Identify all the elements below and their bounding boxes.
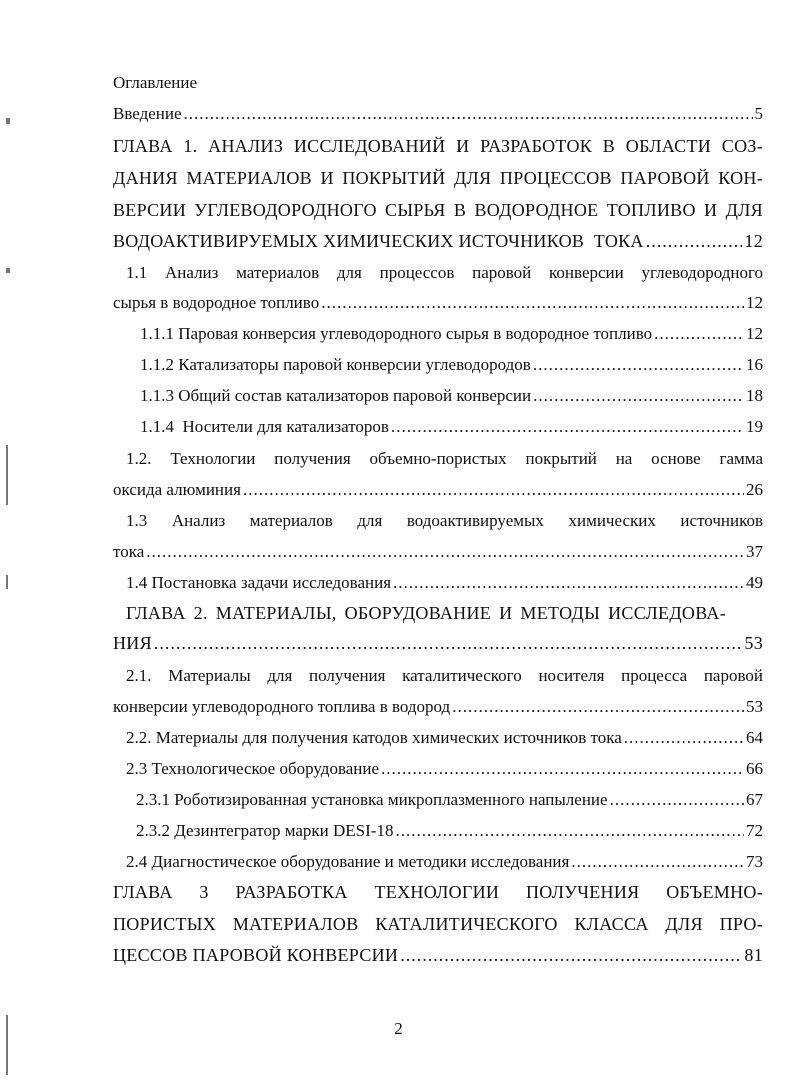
toc-page-number: 53: [746, 697, 763, 716]
toc-entry-title: 2.3 Технологическое оборудование: [126, 759, 380, 778]
toc-entry-title: 2.4 Диагностическое оборудование и методики исследования: [126, 852, 570, 871]
toc-entry-2-3-1: [136, 790, 763, 812]
toc-entry-chapter2: [113, 633, 763, 655]
toc-entry-2-3: [126, 759, 763, 781]
toc-entry-title: 2.3.2 Дезинтегратор марки DESI-18: [136, 821, 394, 840]
toc-page-number: 49: [746, 573, 763, 592]
toc-page-number: 66: [746, 759, 763, 778]
leader-dots: [610, 790, 744, 810]
toc-entry-1-1-4: [140, 417, 763, 439]
toc-entry-2-4: [126, 852, 763, 874]
toc-entry-1-1-3: [140, 386, 763, 408]
toc-entry-title: Введение: [113, 104, 182, 123]
leader-dots: [395, 821, 744, 841]
toc-page-number: 12: [746, 293, 763, 312]
toc-entry-2-1-line1: 2.1. Материалы для получения каталитического носителя процесса паровой: [126, 666, 763, 685]
toc-entry-1-2-line1: 1.2. Технологии получения объемно-пористых покрытий на основе гамма: [126, 449, 763, 468]
leader-dots: [184, 104, 753, 124]
toc-entry-1-1-1: [140, 324, 763, 346]
toc-entry-2-2: [126, 728, 763, 750]
toc-page-number: 53: [744, 633, 763, 653]
scan-margin-mark: [6, 445, 8, 505]
toc-entry-1-3: [113, 542, 763, 564]
toc-page-number: 72: [746, 821, 763, 840]
leader-dots: [243, 480, 744, 500]
toc-entry-title: конверсии углеводородного топлива в водород: [113, 697, 451, 716]
leader-dots: [654, 324, 744, 344]
scan-margin-mark: [6, 575, 8, 589]
toc-entry-title: тока: [113, 542, 145, 561]
leader-dots: [646, 231, 743, 251]
leader-dots: [391, 417, 744, 437]
toc-entry-intro: [113, 104, 763, 126]
toc-entry-title: НИЯ: [113, 633, 152, 653]
leader-dots: [393, 573, 744, 593]
leader-dots: [146, 542, 744, 562]
chapter1-title-line: ДАНИЯ МАТЕРИАЛОВ И ПОКРЫТИЙ ДЛЯ ПРОЦЕССОВ ПАРОВОЙ КОН-: [113, 168, 763, 188]
leader-dots: [381, 759, 744, 779]
toc-entry-title: 1.1.2 Катализаторы паровой конверсии углеводородов: [140, 355, 531, 374]
toc-page-number: 64: [746, 728, 763, 747]
toc-entry-title: ВОДОАКТИВИРУЕМЫХ ХИМИЧЕСКИХ ИСТОЧНИКОВ ТОКА: [113, 231, 644, 251]
toc-page-number: 73: [746, 852, 763, 871]
toc-page-number: 12: [746, 324, 763, 343]
toc-entry-1-3-line1: 1.3 Анализ материалов для водоактивируемых химических источников: [126, 511, 763, 530]
toc-entry-title: 1.1.3 Общий состав катализаторов паровой конверсии: [140, 386, 532, 405]
scan-margin-mark: [6, 118, 10, 124]
toc-entry-1-1-line1: 1.1 Анализ материалов для процессов паровой конверсии углеводородного: [126, 263, 763, 282]
toc-page-number: 37: [746, 542, 763, 561]
toc-entry-title: 2.2. Материалы для получения катодов химических источников тока: [126, 728, 622, 747]
toc-page-number: 26: [746, 480, 763, 499]
chapter1-title-line: ГЛАВА 1. АНАЛИЗ ИССЛЕДОВАНИЙ И РАЗРАБОТОК В ОБЛАСТИ СОЗ-: [113, 136, 763, 156]
toc-heading: Оглавление: [113, 73, 197, 92]
chapter3-title-line2: ПОРИСТЫХ МАТЕРИАЛОВ КАТАЛИТИЧЕСКОГО КЛАССА ДЛЯ ПРО-: [113, 914, 763, 934]
toc-entry-title: 1.1.1 Паровая конверсия углеводородного сырья в водородное топливо: [140, 324, 653, 343]
chapter3-title-line1: ГЛАВА 3 РАЗРАБОТКА ТЕХНОЛОГИИ ПОЛУЧЕНИЯ ОБЪЕМНО-: [113, 882, 763, 902]
leader-dots: [321, 293, 744, 313]
toc-entry-1-2: [113, 480, 763, 502]
toc-entry-title: оксида алюминия: [113, 480, 241, 499]
toc-entry-title: 1.1.4 Носители для катализаторов: [140, 417, 389, 436]
toc-page-number: 16: [746, 355, 763, 374]
toc-entry-chapter3: [113, 945, 763, 967]
toc-page-number: 12: [744, 231, 763, 251]
page-number: 2: [394, 1019, 403, 1038]
toc-entry-2-3-2: [136, 821, 763, 843]
toc-entry-title: 2.3.1 Роботизированная установка микроплазменного напыление: [136, 790, 608, 809]
scan-margin-mark: [6, 268, 10, 273]
leader-dots: [533, 355, 744, 375]
toc-entry-title: 1.4 Постановка задачи исследования: [126, 573, 392, 592]
toc-entry-2-1: [113, 697, 763, 719]
toc-entry-title: ЦЕССОВ ПАРОВОЙ КОНВЕРСИИ: [113, 945, 399, 965]
toc-page-number: 18: [746, 386, 763, 405]
toc-page-number: 5: [754, 104, 763, 123]
chapter2-title-line1: ГЛАВА 2. МАТЕРИАЛЫ, ОБОРУДОВАНИЕ И МЕТОДЫ ИССЛЕДОВА-: [126, 603, 726, 623]
leader-dots: [533, 386, 744, 406]
toc-entry-1-1: [113, 293, 763, 315]
toc-page-number: 67: [746, 790, 763, 809]
leader-dots: [624, 728, 744, 748]
toc-entry-1-4: [126, 573, 763, 595]
toc-entry-title: сырья в водородное топливо: [113, 293, 320, 312]
leader-dots: [154, 633, 742, 653]
toc-page-number: 19: [746, 417, 763, 436]
chapter1-title-line: ВЕРСИИ УГЛЕВОДОРОДНОГО СЫРЬЯ В ВОДОРОДНОЕ ТОПЛИВО И ДЛЯ: [113, 200, 763, 220]
toc-entry-chapter1: [113, 231, 763, 253]
leader-dots: [452, 697, 744, 717]
toc-page-number: 81: [744, 945, 763, 965]
leader-dots: [571, 852, 744, 872]
toc-entry-1-1-2: [140, 355, 763, 377]
leader-dots: [400, 945, 742, 965]
